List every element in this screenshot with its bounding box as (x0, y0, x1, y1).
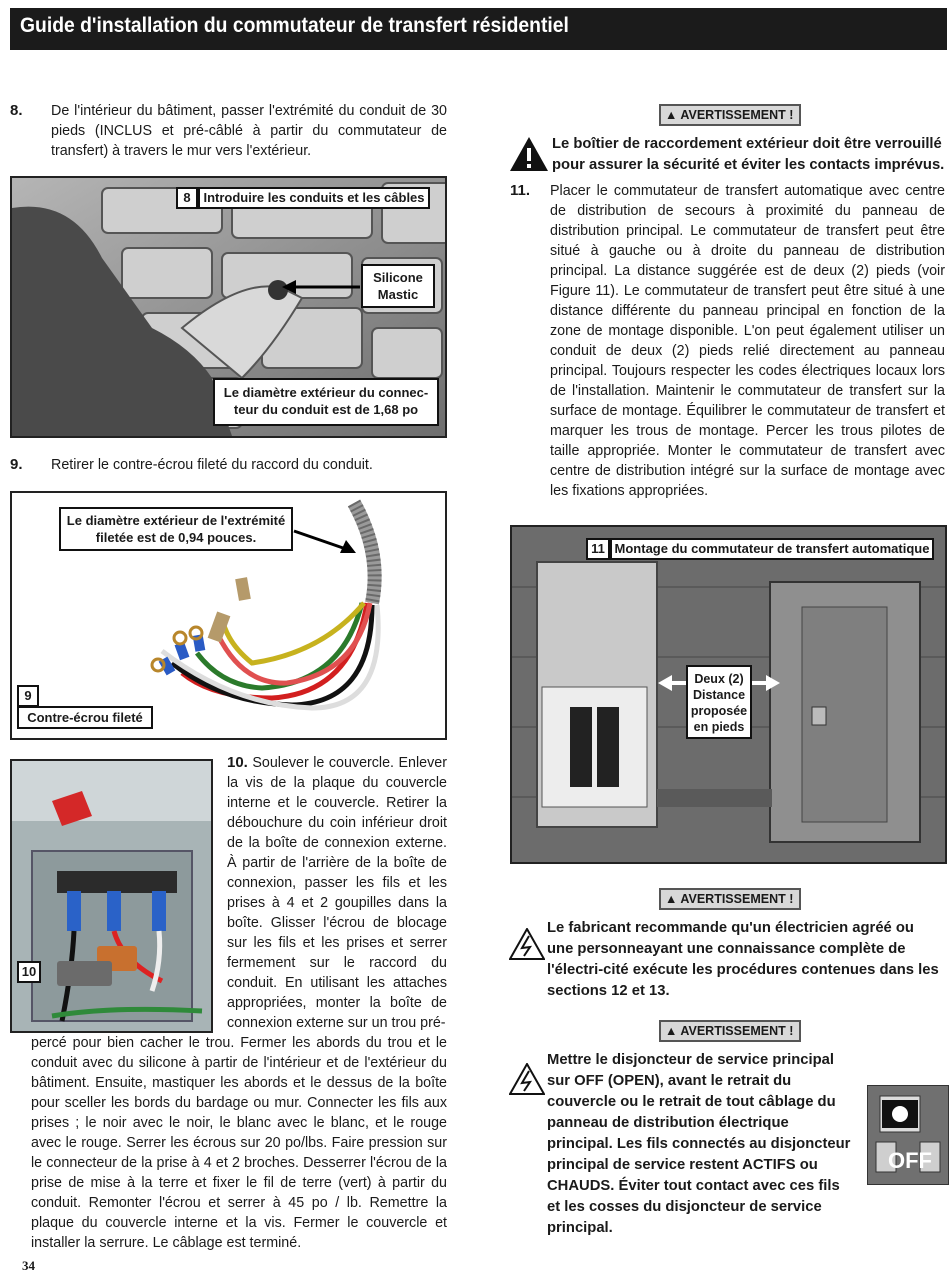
step-10-wrap-text (227, 753, 447, 1033)
figure-8-number: 8 (176, 187, 198, 209)
left-arrow-icon (658, 675, 686, 691)
page-header (10, 8, 947, 50)
figure-8-arrow (282, 278, 362, 298)
step-10-text-part2: percé pour bien cacher le trou. Fermer les abords du trou et le conduit avec du silicone à partir de l'intérieur et de l'extérieur du bâtiment. Ensuite, mastiquer les abords et le dessus de la boîte pour sceller les bords du bardage ou mur. Connecter les fils aux prises ; le noir avec le noir, le blanc avec le blanc, et le rouge avec le rouge. Serrer les écrous sur 20 po/lbs. Faire pression sur le connecteur de la prise à 4 et 2 broches. Desserrer l'écrou de la prise de mise à la terre et fixer le fil de terre (vert) à partir du conduit. Remonter l'écrou et serrer à 45 po / lb. Remettre la plaque du couvercle interne et la vis. Fermer le couvercle et installer la serrure. Le câblage est terminé. (31, 1035, 447, 1251)
step-9-number: 9. (10, 456, 23, 473)
off-label: OFF (888, 1148, 932, 1173)
warning-2-text: Le fabricant recommande qu'un électricien agréé ou une personneayant une connaissance complète de l'électri-cité exécute les procédures contenues dans les sections 12 et 13. (547, 920, 939, 999)
warning-triangle-icon: ▲ (665, 892, 678, 906)
figure-11 (510, 525, 947, 864)
figure-8-diameter-label: Le diamètre extérieur du connec-teur du conduit est de 1,68 po (213, 378, 439, 426)
figure-10-photo (12, 761, 211, 1031)
step-11-text: Placer le commutateur de transfert automatique avec centre de distribution de secours à proximité du panneau de distribution principal. Le commutateur de transfert peut être situé à gauche ou à droite du panneau de distribution principal. La distance suggérée est de deux (2) pieds (voir Figure 11). Le commutateur de transfert peut être situé à une distance différente du panneau principal en fonction de la zone de montage disponible. L'on peut également utiliser un conduit de deux (2) pieds relié directement au panneau principal. Toujours respecter les codes électriques locaux lors de l'installation. Maintenir le commutateur de transfert sur la surface de montage. Équilibrer le commutateur de transfert et marquer les trous de montage. Percer les trous pilotes de taille appropriée. Monter le commutateur de transfert avec centre de distribution intégré sur la surface de montage avec les fixations appropriées. (550, 183, 945, 499)
figure-8-silicone-label: Silicone Mastic (361, 264, 435, 308)
exclamation-triangle-icon (509, 136, 549, 172)
figure-9 (10, 491, 447, 740)
right-arrow-icon (752, 675, 780, 691)
figure-9-number: 9 (17, 685, 39, 707)
page-number: 34 (22, 1258, 35, 1273)
warning-triangle-icon: ▲ (665, 1024, 678, 1038)
warning-2-badge: ▲ AVERTISSEMENT ! (659, 888, 801, 910)
figure-9-arrow (292, 527, 358, 557)
warning-3-badge: ▲ AVERTISSEMENT ! (659, 1020, 801, 1042)
figure-9-caption: Contre-écrou fileté (17, 706, 153, 729)
warning-triangle-icon: ▲ (665, 108, 678, 122)
warning-1-text: Le boîtier de raccordement extérieur doit être verrouillé pour assurer la sécurité et éviter les contacts imprévus. (552, 136, 945, 173)
step-10-number: 10. (227, 754, 248, 771)
step-8-text: De l'intérieur du bâtiment, passer l'extrémité du conduit de 30 pieds (INCLUS et pré-câblé à partir du commutateur de transfert) à travers le mur vers l'extérieur. (51, 103, 447, 159)
step-8-number: 8. (10, 102, 23, 119)
figure-11-distance-label: Deux (2) Distance proposée en pieds (686, 665, 752, 739)
step-10-text-part1: Soulever le couvercle. Enlever la vis de la plaque du couvercle interne et le couvercle. Retirer la débouchure du coin inférieur droit de la boîte de connexion externe. À partir de l'arrière de la boîte de connexion, passer les fils et les prises à 4 et 2 goupilles dans la boîte. Glisser l'écrou de blocage sur les fils et les prises et serrer fermement sur le raccord du conduit. En utilisant les attaches appropriées, monter la boîte de connexion externe sur un trou pré- (227, 755, 447, 1031)
step-11-number: 11. (510, 182, 531, 199)
figure-9-diameter-label: Le diamètre extérieur de l'extrémité filetée est de 0,94 pouces. (59, 507, 293, 551)
figure-10-number: 10 (17, 961, 41, 983)
step-9-text: Retirer le contre-écrou fileté du raccord du conduit. (51, 457, 373, 473)
figure-8 (10, 176, 447, 438)
breaker-off-photo (867, 1085, 949, 1185)
electric-shock-icon (509, 1063, 545, 1095)
figure-11-number: 11 (586, 538, 610, 560)
figure-10 (10, 759, 213, 1033)
figure-11-caption: Montage du commutateur de transfert automatique (610, 538, 934, 560)
figure-8-caption: Introduire les conduits et les câbles (198, 187, 430, 209)
warning-3-text: Mettre le disjoncteur de service principal sur OFF (OPEN), avant le retrait du couvercle ou le retrait de tout câblage du panneau de distribution électrique principal. Les fils connectés au disjoncteur principal de service restent ACTIFS ou CHAUDS. Éviter tout contact avec ces fils et les cosses du disjoncteur de service principal. (547, 1052, 851, 1236)
page-title: Guide d'installation du commutateur de transfert résidentiel (20, 14, 569, 37)
electric-shock-icon (509, 928, 545, 960)
warning-1-badge: ▲ AVERTISSEMENT ! (659, 104, 801, 126)
